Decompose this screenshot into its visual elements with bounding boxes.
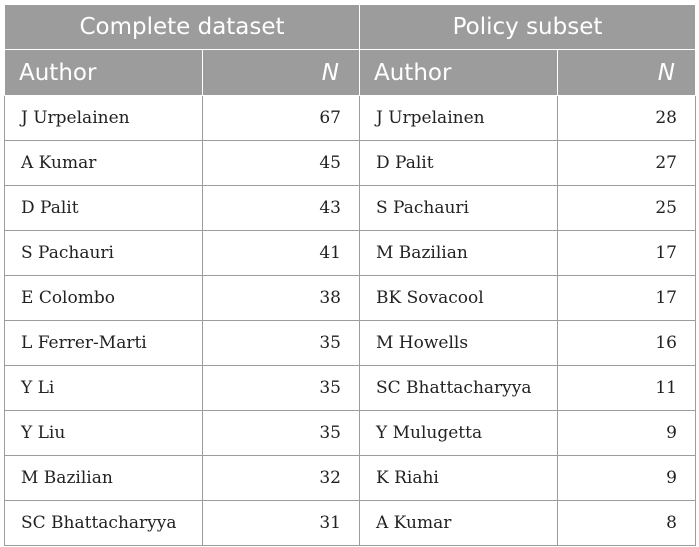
complete-count-cell: 35 bbox=[203, 411, 360, 456]
table-body bbox=[5, 96, 696, 546]
complete-author-cell: Y Liu bbox=[5, 411, 203, 456]
policy-count-cell: 25 bbox=[558, 186, 696, 231]
table-row bbox=[5, 456, 696, 501]
policy-author-cell: M Howells bbox=[360, 321, 558, 366]
complete-author-cell: J Urpelainen bbox=[5, 96, 203, 141]
group-header-row bbox=[5, 5, 696, 50]
policy-author-cell: M Bazilian bbox=[360, 231, 558, 276]
count-column-header: N bbox=[558, 50, 696, 96]
table-row bbox=[5, 366, 696, 411]
complete-count-cell: 67 bbox=[203, 96, 360, 141]
complete-author-cell: L Ferrer-Marti bbox=[5, 321, 203, 366]
policy-author-cell: S Pachauri bbox=[360, 186, 558, 231]
complete-author-cell: S Pachauri bbox=[5, 231, 203, 276]
policy-author-cell: K Riahi bbox=[360, 456, 558, 501]
complete-count-cell: 31 bbox=[203, 501, 360, 546]
count-column-header: N bbox=[203, 50, 360, 96]
policy-author-cell: J Urpelainen bbox=[360, 96, 558, 141]
table-row bbox=[5, 186, 696, 231]
complete-count-cell: 41 bbox=[203, 231, 360, 276]
policy-count-cell: 27 bbox=[558, 141, 696, 186]
complete-count-cell: 35 bbox=[203, 366, 360, 411]
complete-count-cell: 45 bbox=[203, 141, 360, 186]
column-header-row bbox=[5, 50, 696, 96]
policy-count-cell: 9 bbox=[558, 411, 696, 456]
table-row bbox=[5, 141, 696, 186]
policy-count-cell: 17 bbox=[558, 231, 696, 276]
policy-author-cell: BK Sovacool bbox=[360, 276, 558, 321]
policy-count-cell: 9 bbox=[558, 456, 696, 501]
policy-author-cell: A Kumar bbox=[360, 501, 558, 546]
complete-author-cell: E Colombo bbox=[5, 276, 203, 321]
policy-count-cell: 28 bbox=[558, 96, 696, 141]
complete-author-cell: Y Li bbox=[5, 366, 203, 411]
policy-count-cell: 11 bbox=[558, 366, 696, 411]
complete-count-cell: 32 bbox=[203, 456, 360, 501]
policy-subset-header: Policy subset bbox=[360, 5, 696, 50]
complete-count-cell: 43 bbox=[203, 186, 360, 231]
policy-count-cell: 8 bbox=[558, 501, 696, 546]
policy-count-cell: 16 bbox=[558, 321, 696, 366]
table-row bbox=[5, 96, 696, 141]
complete-count-cell: 38 bbox=[203, 276, 360, 321]
policy-author-cell: D Palit bbox=[360, 141, 558, 186]
complete-count-cell: 35 bbox=[203, 321, 360, 366]
complete-dataset-header: Complete dataset bbox=[5, 5, 360, 50]
policy-count-cell: 17 bbox=[558, 276, 696, 321]
author-column-header: Author bbox=[5, 50, 203, 96]
complete-author-cell: D Palit bbox=[5, 186, 203, 231]
complete-author-cell: A Kumar bbox=[5, 141, 203, 186]
table-row bbox=[5, 501, 696, 546]
complete-author-cell: M Bazilian bbox=[5, 456, 203, 501]
table-row bbox=[5, 231, 696, 276]
table-row bbox=[5, 411, 696, 456]
policy-author-cell: SC Bhattacharyya bbox=[360, 366, 558, 411]
author-column-header: Author bbox=[360, 50, 558, 96]
policy-author-cell: Y Mulugetta bbox=[360, 411, 558, 456]
table-row bbox=[5, 321, 696, 366]
complete-author-cell: SC Bhattacharyya bbox=[5, 501, 203, 546]
table-row bbox=[5, 276, 696, 321]
author-table bbox=[4, 4, 696, 546]
